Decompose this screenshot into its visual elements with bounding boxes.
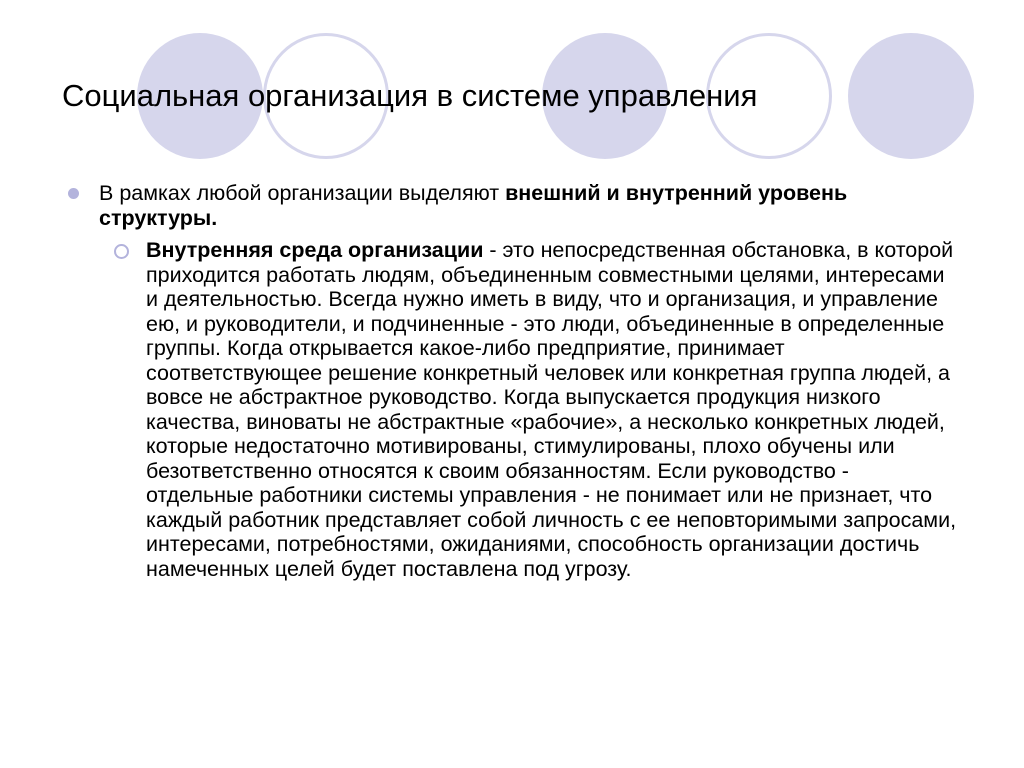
bullet1-normal-text: В рамках любой организации выделяют	[99, 181, 506, 205]
bullet2-normal-text: - это непосредственная обстановка, в которой приходится работать людям, объединенным совместными целями, интересами и деятельностью. Всегда нужно иметь в виду, что и организация, и управление ею, и руководители, и подчиненные - это люди, объединенные в определенные группы. Когда открывается какое-либо предприятие, принимает соответствующее решение конкретный человек или конкретная группа людей, а вовсе не абстрактное руководство. Когда выпускается продукция низкого качества, виноваты не абстрактные «рабочие», а несколько конкретных людей, которые недостаточно мотивированы, стимулированы, плохо обучены или безответственно относятся к своим обязанностям. Если руководство - отдельные работники системы управления - не понимает или не признает, что каждый работник представляет собой личность с ее неповторимыми запросами, интересами, потребностями, ожиданиями, способность организации достичь намеченных целей будет поставлена под угрозу.	[146, 238, 957, 581]
slide-title: Социальная организация в системе управления	[62, 78, 758, 113]
bullet-level1	[62, 181, 962, 231]
bullet-level1-text	[99, 181, 899, 231]
bullet1-bold-text: внешний и внутренний уровень структуры.	[99, 181, 848, 230]
bullet2-bold-text: Внутренняя среда организации	[146, 238, 484, 262]
bullet-dot-icon	[68, 188, 79, 199]
bullet-level2	[62, 238, 962, 581]
bullet-level2-text	[146, 238, 961, 581]
bullet-ring-icon	[114, 244, 129, 259]
slide-content	[62, 181, 962, 581]
